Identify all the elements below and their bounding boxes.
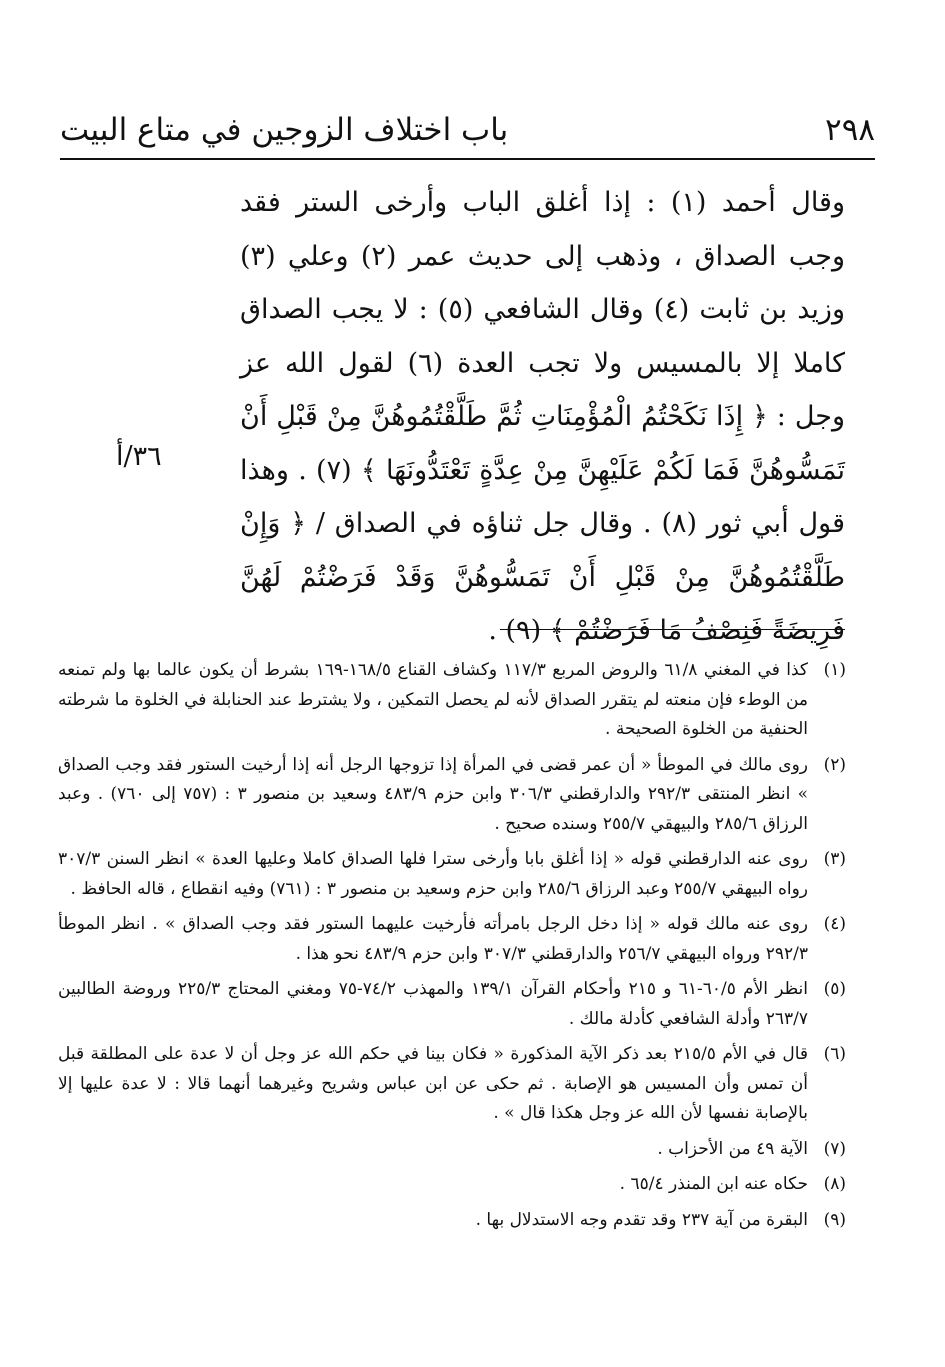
page-number: ٢٩٨	[825, 112, 875, 148]
footnote	[58, 910, 846, 969]
main-text	[240, 176, 845, 658]
footnote-text: روى عنه الدارقطني قوله « إذا أغلق بابا وأرخى سترا فلها الصداق كاملا وعليها العدة » انظر السنن ٣٠٧/٣ رواه البيهقي ٢٥٥/٧ وعبد الرزاق ٢٨٥/٦ وابن حزم وسعيد بن منصور ٣ : (٧٦١) وفيه انقطاع ، قاله الحافظ .	[58, 849, 808, 899]
footnote	[58, 1206, 846, 1236]
footnote-text: البقرة من آية ٢٣٧ وقد تقدم وجه الاستدلال بها .	[475, 1209, 808, 1230]
footnote-text: الآية ٤٩ من الأحزاب .	[657, 1138, 808, 1159]
footnote	[58, 1170, 846, 1200]
footnote-number: (٤)	[823, 914, 846, 934]
footnote-number: (٥)	[823, 979, 846, 999]
footnote	[58, 845, 846, 904]
manuscript-folio-reference: ٣٦/أ	[116, 441, 162, 472]
main-paragraph: وقال أحمد (١) : إذا أغلق الباب وأرخى الستر فقد وجب الصداق ، وذهب إلى حديث عمر (٢) وعلي (٣) وزيد بن ثابت (٤) وقال الشافعي (٥) : لا يجب الصداق كاملا إلا بالمسيس ولا تجب العدة (٦) لقول الله عز وجل : ﴿ إِذَا نَكَحْتُمُ الْمُؤْمِنَاتِ ثُمَّ طَلَّقْتُمُوهُنَّ مِنْ قَبْلِ أَنْ تَمَسُّوهُنَّ فَمَا لَكُمْ عَلَيْهِنَّ مِنْ عِدَّةٍ تَعْتَدُّونَهَا ﴾ (٧) . وهذا قول أبي ثور (٨) . وقال جل ثناؤه في الصداق / ﴿ وَإِنْ طَلَّقْتُمُوهُنَّ مِنْ قَبْلِ أَنْ تَمَسُّوهُنَّ وَقَدْ فَرَضْتُمْ لَهُنَّ فَرِيضَةً فَنِصْفُ مَا فَرَضْتُمْ ﴾ (٩) .	[240, 187, 846, 646]
chapter-title: باب اختلاف الزوجين في متاع البيت	[60, 112, 509, 148]
footnote	[58, 656, 846, 745]
footnote-number: (٧)	[823, 1138, 846, 1159]
footnote	[58, 751, 846, 840]
footnote-text: انظر الأم ٦٠/٥-٦١ و ٢١٥ وأحكام القرآن ١٣٩/١ والمهذب ٧٤/٢-٧٥ ومغني المحتاج ٢٢٥/٣ وروضة الطالبين ٢٦٣/٧ وأدلة الشافعي كأدلة مالك .	[58, 979, 808, 1029]
footnote-number: (٢)	[823, 754, 846, 775]
footnotes	[58, 656, 846, 1241]
footnote-text: قال في الأم ٢١٥/٥ بعد ذكر الآية المذكورة « فكان بينا في حكم الله عز وجل أن لا عدة على المطلقة قبل أن تمس وأن المسيس هو الإصابة . ثم حكى عن ابن عباس وشريح وغيرهما أنهما قالا : لا عدة عليها إلا بالإصابة نفسها لأن الله عز وجل هكذا قال » .	[58, 1044, 808, 1123]
footnote	[58, 1135, 846, 1165]
footnote-number: (٦)	[823, 1044, 846, 1064]
footnote-divider	[500, 629, 845, 630]
footnote-text: روى عنه مالك قوله « إذا دخل الرجل بامرأته فأرخيت عليهما الستور فقد وجب الصداق » . انظر الموطأ ٢٩٢/٣ ورواه البيهقي ٢٥٦/٧ والدارقطني ٣٠٧/٣ وابن حزم ٤٨٣/٩ نحو هذا .	[58, 914, 808, 964]
footnote-number: (٣)	[823, 849, 846, 869]
running-header	[60, 108, 875, 158]
footnote	[58, 975, 846, 1034]
footnote-text: كذا في المغني ٦١/٨ والروض المربع ١١٧/٣ وكشاف القناع ١٦٨/٥-١٦٩ بشرط أن يكون عالما بها ولم تمنعه من الوطء فإن منعته لم يتقرر الصداق لأنه لم يحصل التمكين ، ولا يشترط عند الحنابلة في الخلوة ما شرطته الحنفية من الخلوة الصحيحة .	[58, 660, 809, 739]
footnote-number: (١)	[823, 660, 846, 680]
header-divider	[60, 158, 875, 160]
footnote-text: حكاه عنه ابن المنذر ٦٥/٤ .	[619, 1174, 808, 1194]
footnote-number: (٩)	[823, 1209, 846, 1230]
footnote	[58, 1040, 846, 1129]
footnote-text: روى مالك في الموطأ « أن عمر قضى في المرأة إذا تزوجها الرجل أنه إذا أرخيت الستور فقد وجب الصداق » انظر المنتقى ٢٩٢/٣ والدارقطني ٣٠٦/٣ وابن حزم ٤٨٣/٩ وسعيد بن منصور ٣ : (٧٥٧ إلى ٧٦٠) . وعبد الرزاق ٢٨٥/٦ والبيهقي ٢٥٥/٧ وسنده صحيح .	[58, 754, 809, 834]
footnote-number: (٨)	[823, 1174, 846, 1194]
